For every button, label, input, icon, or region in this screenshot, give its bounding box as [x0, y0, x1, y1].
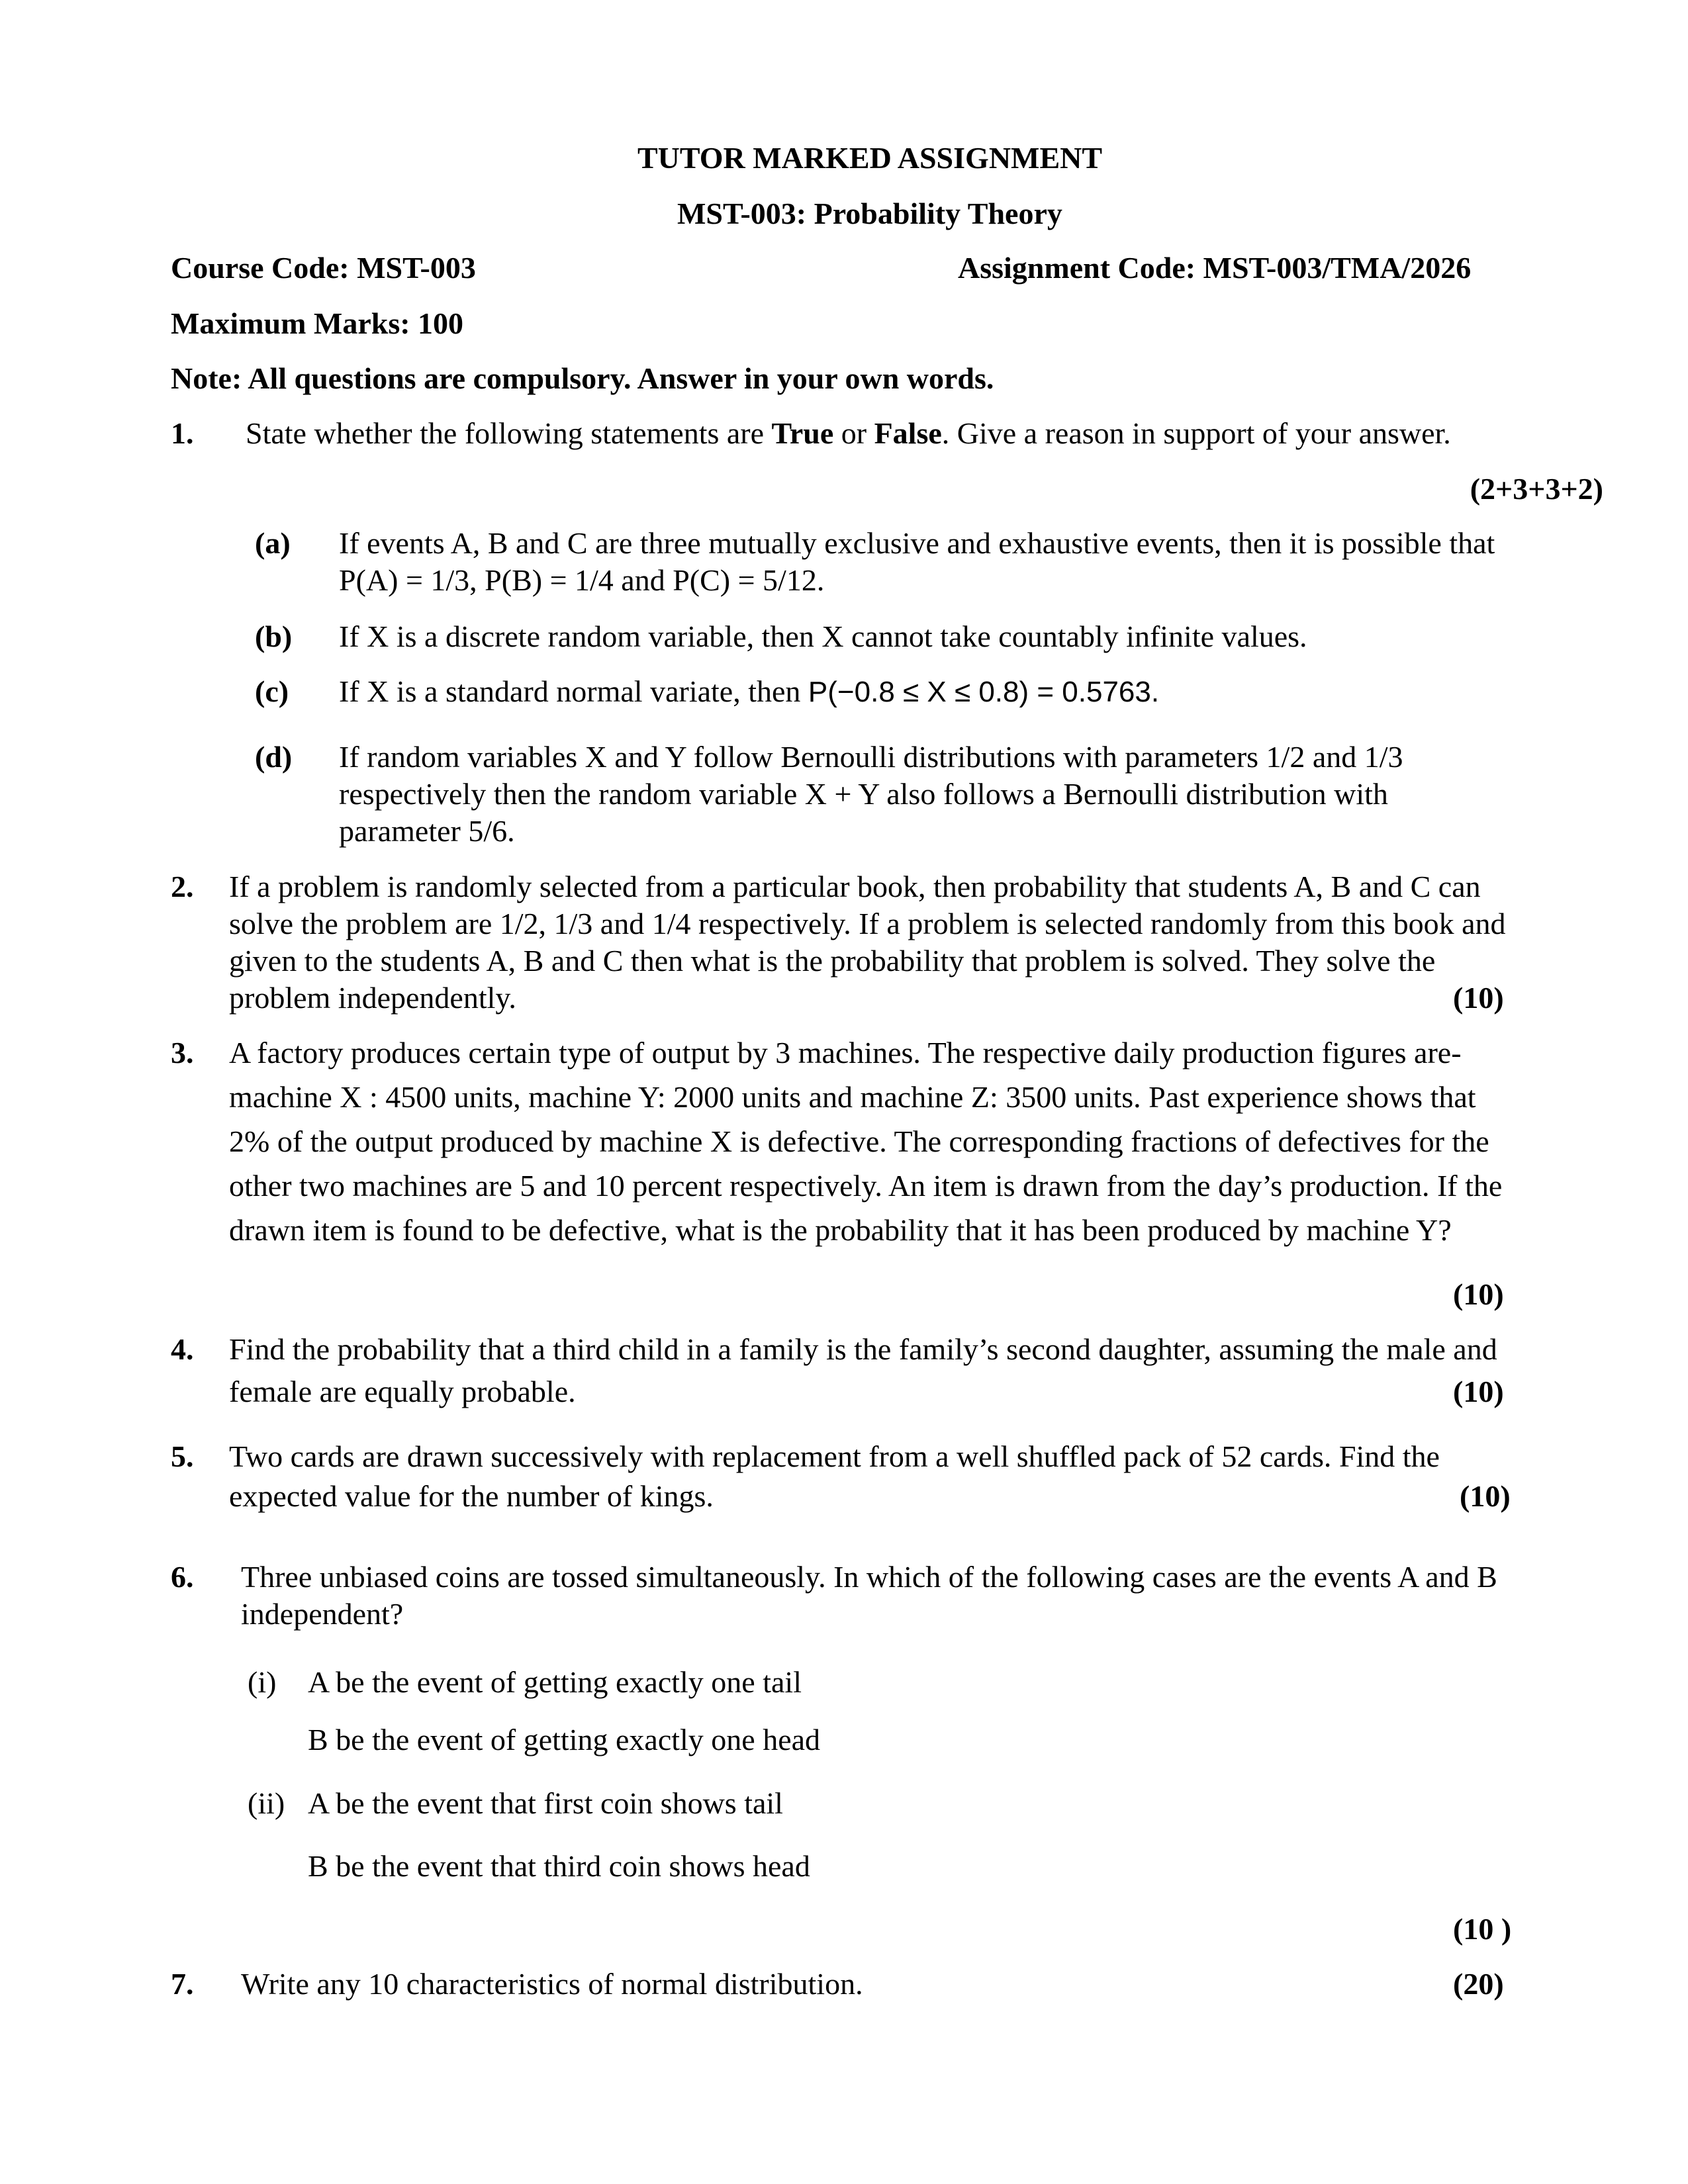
question-text: female are equally probable.	[229, 1375, 576, 1408]
question-number: 6.	[171, 1560, 194, 1594]
assignment-title: TUTOR MARKED ASSIGNMENT	[637, 141, 1103, 175]
case-text: B be the event that third coin shows head	[308, 1849, 810, 1883]
question-text: Find the probability that a third child in a family is the family’s second daughter, assuming the male and	[229, 1332, 1497, 1366]
question-text: . Give a reason in support of your answer.	[941, 416, 1451, 450]
sub-question-text: If X is a discrete random variable, then X cannot take countably infinite values.	[339, 619, 1307, 653]
question-number: 4.	[171, 1332, 194, 1366]
question-text: Three unbiased coins are tossed simultaneously. In which of the following cases are the events A and B	[241, 1560, 1497, 1594]
sub-question-text: P(A) = 1/3, P(B) = 1/4 and P(C) = 5/12.	[339, 563, 825, 597]
question-text: machine X : 4500 units, machine Y: 2000 units and machine Z: 3500 units. Past experience shows that	[229, 1080, 1476, 1114]
maximum-marks: Maximum Marks: 100	[171, 306, 464, 340]
question-text: drawn item is found to be defective, what is the probability that it has been produced by machine Y?	[229, 1213, 1452, 1247]
question-number: 2.	[171, 870, 194, 903]
course-subtitle: MST-003: Probability Theory	[677, 197, 1062, 230]
question-number: 3.	[171, 1036, 194, 1069]
question-text: other two machines are 5 and 10 percent respectively. An item is drawn from the day’s production. If the	[229, 1169, 1503, 1203]
question-marks: (10)	[1460, 1479, 1511, 1513]
question-number: 1.	[171, 416, 194, 450]
probability-expression: P(−0.8 ≤ X ≤ 0.8) = 0.5763.	[808, 676, 1160, 708]
question-marks: (10)	[1453, 1277, 1504, 1311]
question-text: solve the problem are 1/2, 1/3 and 1/4 respectively. If a problem is selected randomly from this book and	[229, 907, 1506, 940]
question-number: 5.	[171, 1439, 194, 1473]
case-text: A be the event that first coin shows tail	[308, 1786, 783, 1820]
sub-question-text: If events A, B and C are three mutually exclusive and exhaustive events, then it is possible that	[339, 526, 1495, 560]
question-marks: (10)	[1453, 1375, 1504, 1408]
question-marks: (10 )	[1453, 1912, 1512, 1946]
question-number: 7.	[171, 1967, 194, 2001]
question-text: State whether the following statements are	[246, 416, 772, 450]
sub-question-text	[339, 673, 1159, 711]
question-text: A factory produces certain type of output by 3 machines. The respective daily production figures are-	[229, 1036, 1462, 1069]
sub-question-text: respectively then the random variable X + Y also follows a Bernoulli distribution with	[339, 777, 1388, 811]
sub-question-text: If X is a standard normal variate, then	[339, 674, 808, 708]
question-marks: (20)	[1453, 1967, 1504, 2001]
case-text: A be the event of getting exactly one tail	[308, 1665, 802, 1699]
false-word: False	[874, 416, 942, 450]
case-label: (ii)	[248, 1786, 285, 1820]
sub-question-label: (c)	[255, 674, 289, 708]
case-label: (i)	[248, 1665, 277, 1699]
question-text: or	[833, 416, 874, 450]
assignment-code: Assignment Code: MST-003/TMA/2026	[958, 251, 1472, 285]
sub-question-label: (d)	[255, 740, 293, 774]
sub-question-label: (b)	[255, 619, 293, 653]
question-text: expected value for the number of kings.	[229, 1479, 714, 1513]
sub-question-label: (a)	[255, 526, 291, 560]
question-marks: (10)	[1453, 981, 1504, 1015]
course-code: Course Code: MST-003	[171, 251, 476, 285]
question-text: 2% of the output produced by machine X is defective. The corresponding fractions of defectives for the	[229, 1124, 1489, 1158]
question-text: Two cards are drawn successively with replacement from a well shuffled pack of 52 cards. Find the	[229, 1439, 1440, 1473]
sub-question-text: If random variables X and Y follow Bernoulli distributions with parameters 1/2 and 1/3	[339, 740, 1403, 774]
sub-question-text: parameter 5/6.	[339, 814, 515, 848]
question-text: If a problem is randomly selected from a particular book, then probability that students A, B and C can	[229, 870, 1481, 903]
question-text: problem independently.	[229, 981, 516, 1015]
instructions-note: Note: All questions are compulsory. Answer in your own words.	[171, 361, 994, 395]
case-text: B be the event of getting exactly one head	[308, 1723, 821, 1756]
question-1-text	[246, 415, 1451, 452]
question-1-marks: (2+3+3+2)	[1470, 472, 1603, 506]
question-text: Write any 10 characteristics of normal distribution.	[241, 1967, 863, 2001]
question-text: independent?	[241, 1597, 404, 1631]
true-word: True	[771, 416, 834, 450]
question-text: given to the students A, B and C then what is the probability that problem is solved. They solve the	[229, 944, 1436, 978]
